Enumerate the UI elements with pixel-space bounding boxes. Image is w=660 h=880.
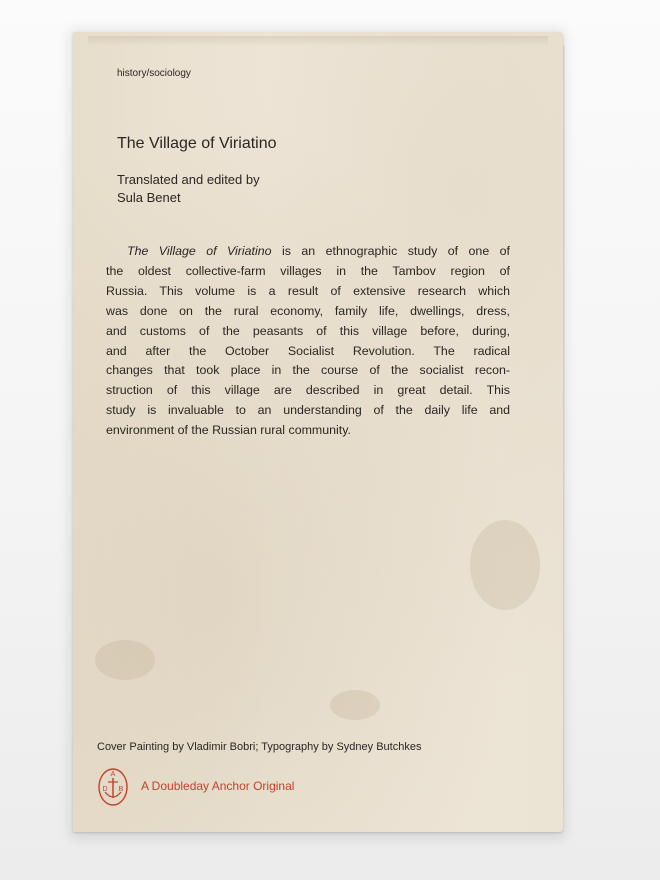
stain bbox=[330, 690, 380, 720]
worn-edge bbox=[88, 36, 548, 46]
description-line: changes that took place in the course of the socialist recon- bbox=[106, 363, 510, 378]
anchor-icon bbox=[96, 764, 130, 808]
translator-name: Sula Benet bbox=[117, 190, 181, 205]
description-line: study is invaluable to an understanding of the daily life and bbox=[106, 403, 510, 418]
cover-credits: Cover Painting by Vladimir Bobri; Typography by Sydney Butchkes bbox=[97, 741, 422, 753]
translator-credit bbox=[117, 171, 260, 207]
book-description bbox=[106, 242, 510, 441]
stain bbox=[470, 520, 540, 610]
stain bbox=[95, 640, 155, 680]
description-line: Russia. This volume is a result of extensive research which bbox=[106, 283, 510, 298]
description-line: and customs of the peasants of this village before, during, bbox=[106, 323, 510, 338]
description-line: struction of this village are described in great detail. This bbox=[106, 383, 510, 398]
svg-text:B: B bbox=[118, 786, 124, 793]
description-line: environment of the Russian rural community. bbox=[106, 423, 351, 438]
publisher-name: A Doubleday Anchor Original bbox=[141, 779, 295, 793]
svg-text:A: A bbox=[110, 771, 116, 778]
svg-text:D: D bbox=[102, 786, 108, 793]
credit-line: Translated and edited by bbox=[117, 172, 260, 187]
description-line: The Village of Viriatino is an ethnographic study of one of bbox=[127, 244, 510, 258]
book-title: The Village of Viriatino bbox=[117, 135, 277, 152]
publisher-logo bbox=[96, 764, 130, 808]
description-title: The Village of Viriatino bbox=[127, 244, 272, 258]
description-line: and after the October Socialist Revolution. The radical bbox=[106, 343, 510, 358]
description-line: was done on the rural economy, family life, dwellings, dress, bbox=[106, 303, 510, 318]
category-label: history/sociology bbox=[117, 68, 191, 79]
description-line: the oldest collective-farm villages in the Tambov region of bbox=[106, 263, 510, 278]
